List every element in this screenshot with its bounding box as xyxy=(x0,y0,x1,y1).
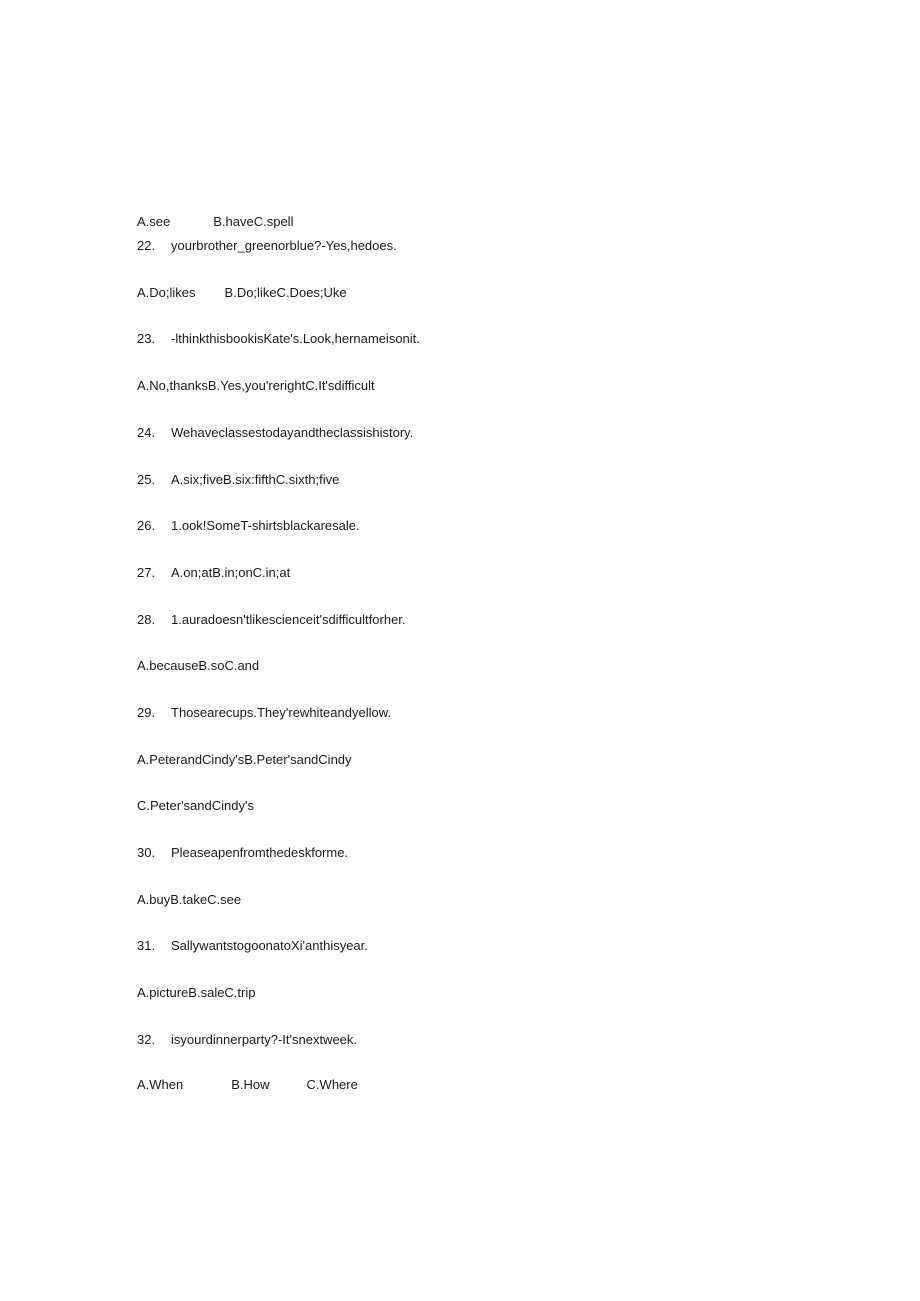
options-line-29a xyxy=(137,752,352,768)
options-line-31 xyxy=(137,985,256,1001)
option-text: A.Do;likes xyxy=(137,285,196,300)
question-23 xyxy=(137,331,420,347)
options-line-28 xyxy=(137,658,259,674)
question-text: -lthinkthisbookisKate's.Look,hernameisonit. xyxy=(171,331,420,346)
options-line-30 xyxy=(137,892,241,908)
option-text: B.Do;likeC.Does;Uke xyxy=(224,285,347,300)
question-25 xyxy=(137,472,339,488)
question-number: 24. xyxy=(137,425,156,440)
option-text: B.How xyxy=(231,1077,270,1092)
question-number: 27. xyxy=(137,565,156,580)
question-number: 31. xyxy=(137,938,156,953)
options-line-32 xyxy=(137,1077,358,1093)
option-text: A.When xyxy=(137,1077,184,1092)
question-number: 32. xyxy=(137,1032,156,1047)
options-line-29b xyxy=(137,798,254,814)
option-text: C.Peter'sandCindy's xyxy=(137,798,254,813)
question-31 xyxy=(137,938,368,954)
question-text: Wehaveclassestodayandtheclassishistory. xyxy=(171,425,414,440)
question-text: SallywantstogoonatoXi'anthisyear. xyxy=(171,938,368,953)
question-number: 23. xyxy=(137,331,156,346)
question-text: isyourdinnerparty?-It'snextweek. xyxy=(171,1032,358,1047)
question-text: A.six;fiveB.six:fifthC.sixth;five xyxy=(171,472,340,487)
question-30 xyxy=(137,845,348,861)
question-number: 26. xyxy=(137,518,156,533)
question-text: yourbrother_greenorblue?-Yes,hedoes. xyxy=(171,238,397,253)
options-line-21 xyxy=(137,214,293,230)
option-text: B.haveC.spell xyxy=(213,214,294,229)
question-24 xyxy=(137,425,413,441)
question-number: 22. xyxy=(137,238,156,253)
option-text: C.Where xyxy=(306,1077,358,1092)
option-text: A.PeterandCindy'sB.Peter'sandCindy xyxy=(137,752,352,767)
question-text: A.on;atB.in;onC.in;at xyxy=(171,565,291,580)
options-line-22 xyxy=(137,285,347,301)
question-22 xyxy=(137,238,397,254)
question-text: Thosearecups.They'rewhiteandyellow. xyxy=(171,705,391,720)
question-28 xyxy=(137,612,406,628)
question-32 xyxy=(137,1032,357,1048)
question-text: 1.ook!SomeT-shirtsblackaresale. xyxy=(171,518,360,533)
question-29 xyxy=(137,705,391,721)
options-line-23 xyxy=(137,378,375,394)
option-text: A.pictureB.saleC.trip xyxy=(137,985,256,1000)
option-text: A.see xyxy=(137,214,171,229)
option-text: A.buyB.takeC.see xyxy=(137,892,242,907)
question-text: Pleaseapenfromthedeskforme. xyxy=(171,845,349,860)
question-number: 29. xyxy=(137,705,156,720)
option-text: A.No,thanksB.Yes,you'rerightC.It'sdifficult xyxy=(137,378,375,393)
question-26 xyxy=(137,518,360,534)
option-text: A.becauseB.soC.and xyxy=(137,658,260,673)
question-number: 25. xyxy=(137,472,156,487)
question-text: 1.auradoesn'tlikescienceit'sdifficultforher. xyxy=(171,612,406,627)
question-27 xyxy=(137,565,290,581)
question-number: 28. xyxy=(137,612,156,627)
question-number: 30. xyxy=(137,845,156,860)
